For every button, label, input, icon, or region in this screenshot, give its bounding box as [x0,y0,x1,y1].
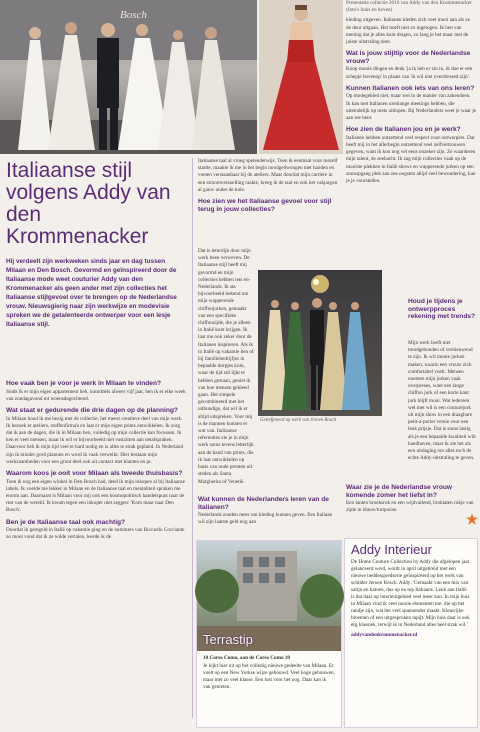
runway-illustration [0,0,257,154]
question-trends: Houd je tijdens je ontwerpproces rekening met trends? [408,298,476,321]
column-right-top [346,0,476,185]
runway-group-photo [0,0,257,154]
interieur-box [344,538,478,728]
column-middle-answer: Dat is letterlijk door mijn werk heen verweven. De Italiaanse stijl heeft mij gevormd en mijn collecties hebben iets en-Nederlands. Ik sta bijvoorbeeld bekend om mijn wapperende chiffonjurken, gemaakt van een specifieke chiffonzijde, die je alleen in Italië kunt krijgen. Ik laat me ook zeker door de Italianen inspireren. Als ik in Italië op vakantie ben of bij familiebedrijfjes in bepaalde dorpjes kom, waar de tijd stil lijkt te hebben gestaan, geniet ik van hoe mensen gekleed gaan. Het simpele gecombineerd met het uitbundige, dat wil ik er altijd uitspreken. Voor mij is de mannen kunnen er wat van. Italiaanse referenties zie je in mijn werk soms tevens letterlijk aan de hand van prints, die ik laat ontwikkelen op basis van oude prenten uit steden als Santa Margherita of Venetië. [198,248,254,485]
column-divider [192,158,193,718]
svg-text:Bosch: Bosch [120,9,147,21]
question-italianen-zien: Hoe zien de Italianen jou en je werk? [346,126,461,134]
photo-caption: Getrefpreerd op werk van Jeroen Bosch [260,418,337,423]
question-leren-nederlanders: Wat kunnen de Nederlanders leren van de Italianen? [198,496,329,511]
answer-thuisbasis: Toen ik nog een eigen winkel in Den Bosch had, deed ik mijn inkopen al bij Italiaanse labels. Ik voelde me lekker in Milaan en de Italiaanse taal en mentaliteit spraken me enorm aan. Daarnaast is Milaan voor mij ook een kosmopolitisch handelspunt naar de rest van de wereld. Ik kwam tegen een inkoper niet zeggen: 'Kom maar naar Den Bosch'. [6,478,185,514]
column-middle-lower [198,492,340,527]
answer-leren-nederlanders: Nederlands zouden meer om kleding kunnen geven. Een Italiaan wil zijn laatste geld nog aan [198,512,333,526]
column-middle-intro: Italiaanse taal al vroeg spelenderwijs. Toen ik eenmaal voor mezelf startte, maakte ik me in het begin noodgedwongen met handen en voeten verstaanbaar bij de ateliers. Maar doordat mijn carrière in een stroomversnelling raakte, kreeg ik de taal en ook het vakjargon al gauw onder de knie. [198,158,338,193]
article-title: Italiaanse stijl volgens Addy van den Krommenacker [6,159,171,248]
question-planning: Wat staat er gedurende die drie dagen op de planning? [6,407,178,414]
collection-illustration [258,270,382,416]
column-right-intro: kleding uitgeven. Italianen kleden zich veel mooi aan als ze de deur uitgaan. Het hoeft niet zo ingetogen. Ik ben van mening dat je alles kunt dragen, zo lang je het maar met de juiste uitstraling doet. [346,17,470,46]
question-thuisbasis: Waarom koos je ooit voor Milaan als tweede thuisbasis? [6,470,183,478]
answer-milaan: Sinds ik er mijn eigen appartement heb, inmiddels alweer vijf jaar, ben ik er elke week van zondagavond tot woensdagochtend. [6,388,186,402]
answer-leren: Op modegebied niet, maar wel in de manier van zakendoen. Ik kan met Italianen urenlange meetings hebben, die uiteindelijk op niets uitlopen. Bij Nederlanders weet je waar je aan toe bent. [346,93,476,122]
red-dress-photo [259,0,343,154]
red-dress-illustration [259,0,343,154]
column-right-bottom [346,480,474,515]
column-middle [198,158,340,214]
photo-credit: Presentatie collectie 2016 van Addy van den Krommenacker (foto's links en boven) [346,0,472,14]
answer-planning: In Milaan houd ik me bezig met de collectie, het meest creatieve deel van mijn werk. Ik bezoek er ateliers, stoffenfirma's en laat er mijn eigen prints ontwikkelen. Ik zorg dat ik aan de dagen, die ik in Milaan ben, volledig op mijn collectie kan focussen. Ik ken er veel mensen, maar ik wil er bijvoorbeeld niet vastzitten aan netafspraken. Daarvoor heb ik mijn tijd veel te hard nodig en is alles te strak gepland. In Nederland zijn ik minder gord plannen en word ik vaak verwelkt. Hier bestaan mijn werkzaamheden voor een groot deel ook uit contact met klanten en pr. [6,415,184,465]
answer-zomer: Een lanten broeksrok en een wijdvallend, broktaten rokje van zijde in blauw/turquoise. [346,500,474,514]
article-intro: Hij verdeelt zijn werkweken sinds jaar en dag tussen Milaan en Den Bosch. Gevormd en geïnspireerd door de Italiaanse mode weet couturier Addy van den Krommenacker als geen ander met zijn collecties het Italiaanse stijlgevoel over te brengen op de Nederlandse vrouw. Nieuwsgierig naar zijn werkwijze en modevisie spreken we de getalenteerde ontwerper voor een lesje Italiaanse stijl. [6,258,177,328]
question-milaan: Hoe vaak ben je voor je werk in Milaan te vinden? [6,380,162,387]
question-taal: Ben je de Italiaanse taal ook machtig? [6,518,126,526]
answer-italianen-zien: Italianen hebben ontzettend veel respect voor ontwerpers. Dat heeft mij in het allerbegin ontzettend veel zelfvertrouwen gegeven, want ik kon nog vel eens onzeker zijn. Ze waarderen mijn talent, de zeebacht. Ik zag mijn collecties vaak op de mooiste plekken in Italië shows en wapperende jurken op een zonsopgang plek aan zee oogsten altijd veel bewondering, kan je je voorstellen. [346,134,476,185]
terrastip-text: Je kijkt hier uit op het volledig nieuwe gedeelte van Milaan. Er voelt op een New Yorkse wijze gebouwd. Veel hoge gebouwen, maar met zo veel klasse. Een lust voor het oog. Daar kan ik van genieten. [203,663,335,690]
answer-taal: Doordat ik geregeld in Italië op vakantie ging en de nummers van Riccardo Cocciante zo mooi vond dat ik ze wilde vertalen, leerde ik de [6,527,185,541]
column-right-lower [408,298,476,322]
interieur-url[interactable]: addyvandenkrommenacker.nl [351,632,418,638]
question-leren: Kunnen Italianen ook iets van ons leren? [346,84,475,92]
question-stijl-collecties: Hoe zien we het Italiaanse gevoel voor stijl terug in jouw collecties? [198,198,332,213]
terrastip-box [196,540,342,728]
question-stijltip: Wat is jouw stijltip voor de Nederlandse vrouw? [346,50,471,65]
terrastip-title: Terrastip [203,632,253,647]
answer-stijltip: Koop mooie dingen en denk 'ja ik heb er zin in, ik doe er een schepje bovenop' in plaats van 'ik wil niet overdressed zijn'. [346,66,473,80]
interieur-text: De Home Couture Collection by Addy die afgelopen jaar gelanceerd werd, wordt in april uitgebreid met een nieuwe beddengoedserie geïnspireerd op het werk van schilder Jeroen Bosch. Addy: 'Gemaakt van een mix van satijn en katoen, dus op en top Italiaans. Leuk aan Italië is dat daar op interieurgebied veel meer kan. In mijn huis in Milaan vind ik veel mooie elementen toe, die op het randje zijn, wat het veel spannender maakt. Kleurrijke bloemen of een uitgesproken tapijt. Mijn huis daar is ook erg klassiek, terwijl ik in Nederland alles heel strak wil.' [351,559,470,628]
question-zomer: Waar zie je de Nederlandse vrouw komende zomer het liefst in? [346,484,453,499]
terrastip-subtitle: 10 Corso Como, aan de Corso Como 10 [203,655,291,661]
column-left [6,376,186,542]
collection-group-photo [258,270,382,416]
answer-trends: Mijn werk heeft niet trendgebonden of vernieuwend te zijn. Ik wil mooie jurken maken, waarin een vrouw zich comfortabel voelt. Mensen noemen mijn jurken vaak overpreses, want een lange chiffon jurk of een korte kant jurk blijft mooi. Wat iedereen wel met wil is een couturejurk uit mijn show in een draagbare petit-a-porter versie voor een leuk prijsje. Dat is soms lastig als je een bepaalde kwaliteit wilt handhaven, maar ik zie het als een uitdaging om alles toch de echte Addy-uitstraling te geven. [408,340,476,462]
star-icon [466,512,478,524]
interieur-title: Addy Interieur [351,542,432,557]
